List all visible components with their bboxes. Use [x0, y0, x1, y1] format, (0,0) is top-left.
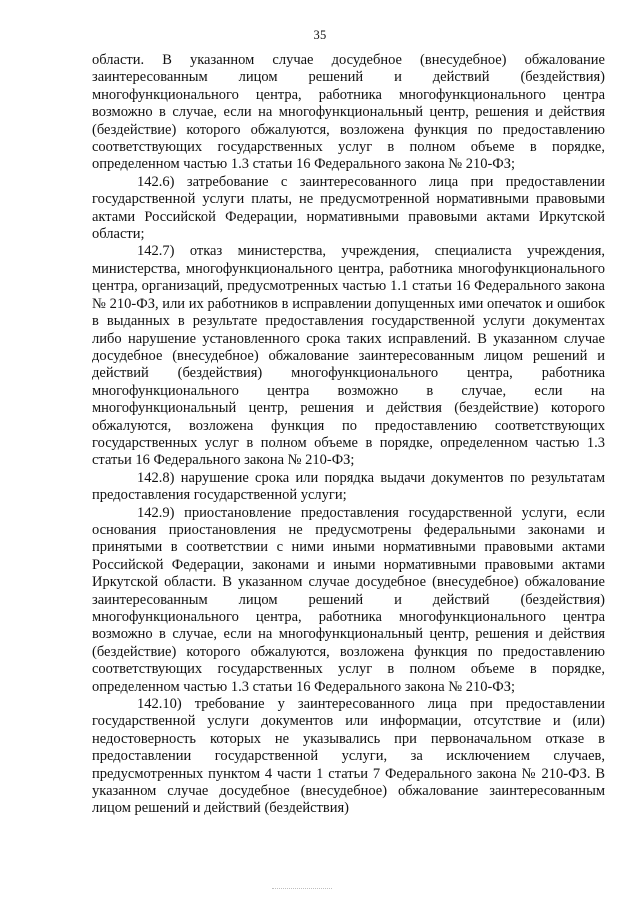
- scan-mark-divider: [272, 888, 332, 889]
- paragraph-142-10: 142.10) требование у заинтересованного лица при предоставлении государственной услуги документов или информации, отсутствие и (или) недостоверность которых не указывались при первоначальном отказе в предоставлении государственной услуги, за исключением случаев, предусмотренных пунктом 4 части 1 статьи 7 Федерального закона № 210-ФЗ. В указанном случае досудебное (внесудебное) обжалование заинтересованным лицом решений и действий (бездействия): [92, 696, 605, 817]
- paragraph-142-6: 142.6) затребование с заинтересованного лица при предоставлении государственной услуги платы, не предусмотренной нормативными правовыми актами Российской Федерации, нормативными правовыми актами Иркутской области;: [92, 173, 605, 243]
- paragraph-continuation: области. В указанном случае досудебное (внесудебное) обжалование заинтересованным лицом решений и действий (бездействия) многофункционального центра, работника многофункционального центра возможно в случае, если на многофункциональный центр, решения и действия (бездействие) которого обжалуются, возложена функция по предоставлению соответствующих государственных услуг в полном объеме в порядке, определенном частью 1.3 статьи 16 Федерального закона № 210-ФЗ;: [92, 52, 605, 173]
- document-body: [92, 52, 605, 818]
- paragraph-142-7: 142.7) отказ министерства, учреждения, специалиста учреждения, министерства, многофункционального центра, работника многофункционального центра, организаций, предусмотренных частью 1.1 статьи 16 Федерального закона № 210-ФЗ, или их работников в исправлении допущенных ими опечаток и ошибок в выданных в результате предоставления государственной услуги документах либо нарушение установленного срока таких исправлений. В указанном случае досудебное (внесудебное) обжалование заинтересованным лицом решений и действий (бездействия) многофункционального центра, работника многофункционального центра возможно в случае, если на многофункциональный центр, решения и действия (бездействие) которого обжалуются, возложена функция по предоставлению соответствующих государственных услуг в полном объеме в порядке, определенном частью 1.3 статьи 16 Федерального закона № 210-ФЗ;: [92, 243, 605, 469]
- paragraph-142-9: 142.9) приостановление предоставления государственной услуги, если основания приостановления не предусмотрены федеральными законами и принятыми в соответствии с ними иными нормативными правовыми актами Российской Федерации, законами и иными нормативными правовыми актами Иркутской области. В указанном случае досудебное (внесудебное) обжалование заинтересованным лицом решений и действий (бездействия) многофункционального центра, работника многофункционального центра возможно в случае, если на многофункциональный центр, решения и действия (бездействие) которого обжалуются, возложена функция по предоставлению соответствующих государственных услуг в полном объеме в порядке, определенном частью 1.3 статьи 16 Федерального закона № 210-ФЗ;: [92, 504, 605, 695]
- paragraph-142-8: 142.8) нарушение срока или порядка выдачи документов по результатам предоставления государственной услуги;: [92, 469, 605, 504]
- page-number: 35: [313, 28, 327, 42]
